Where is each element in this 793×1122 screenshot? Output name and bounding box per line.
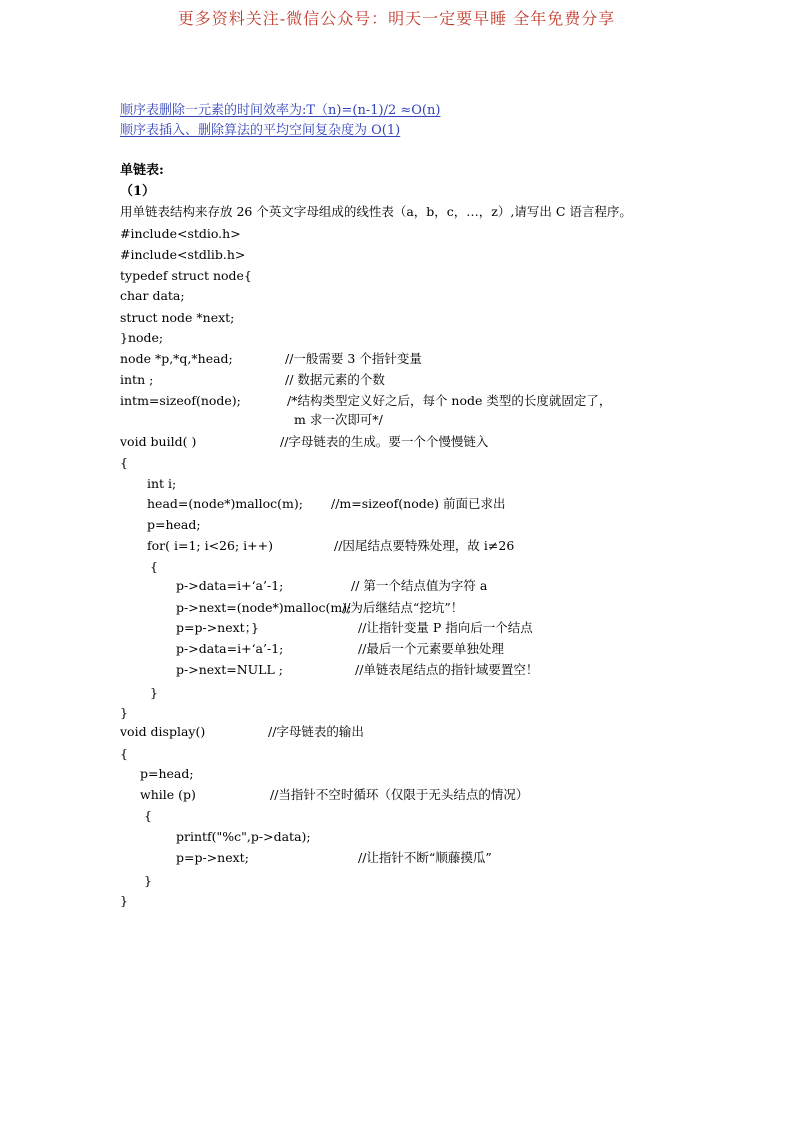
code-comment: //字母链表的输出 xyxy=(268,724,364,739)
link-space-complexity[interactable]: 顺序表插入、删除算法的平均空间复杂度为 O(1) xyxy=(120,123,401,138)
code-line: p->next=NULL ; //单链表尾结点的指针域要置空！ xyxy=(176,662,539,677)
header-banner: 更多资料关注-微信公众号：明天一定要早睡 全年免费分享 xyxy=(177,9,616,28)
code-line: while (p) //当指针不空时循环（仅限于无头结点的情况） xyxy=(140,787,529,802)
code-comment: //当指针不空时循环（仅限于无头结点的情况） xyxy=(270,787,529,802)
section-title: 单链表: xyxy=(120,163,164,178)
code-line: head=(node*)malloc(m); //m=sizeof(node) 前面已求出 xyxy=(147,496,506,511)
link-delete-time[interactable]: 顺序表删除一元素的时间效率为:T（n)=(n-1)/2 ≈O(n) xyxy=(120,103,441,118)
code-line: } xyxy=(150,685,158,700)
code-line: p->data=i+‘a’-1; // 第一个结点值为字符 a xyxy=(176,578,488,593)
code-comment: //最后一个元素要单独处理 xyxy=(358,641,504,656)
code-comment: //m=sizeof(node) 前面已求出 xyxy=(331,496,506,511)
code-line: typedef struct node{ xyxy=(120,268,252,283)
code-line: }node; xyxy=(120,330,164,345)
code-line: void build( ) //字母链表的生成。要一个个慢慢链入 xyxy=(120,434,489,449)
code-line: { xyxy=(120,746,128,761)
code-line: int i; xyxy=(147,476,177,491)
code-line: { xyxy=(150,559,158,574)
item-number: （1） xyxy=(120,184,156,199)
code-line: #include<stdlib.h> xyxy=(120,247,246,262)
complexity-links xyxy=(120,101,440,141)
code-line: { xyxy=(144,808,152,823)
code-line: #include<stdio.h> xyxy=(120,226,241,241)
code-comment: //因尾结点要特殊处理，故 i≠26 xyxy=(334,538,515,553)
code-comment: //让指针变量 P 指向后一个结点 xyxy=(358,620,533,635)
code-line: } xyxy=(144,873,152,888)
code-comment: /*结构类型定义好之后，每个 node 类型的长度就固定了， xyxy=(287,393,612,408)
code-line: void display() //字母链表的输出 xyxy=(120,724,364,739)
code-line: } xyxy=(120,705,128,720)
code-comment: //让指针不断“顺藤摸瓜” xyxy=(358,850,492,865)
code-line: p->next=(node*)malloc(m); //为后继结点“挖坑”！ xyxy=(176,600,464,615)
code-line: struct node *next; xyxy=(120,310,235,325)
code-comment: // 第一个结点值为字符 a xyxy=(351,578,488,593)
code-line: } xyxy=(120,893,128,908)
code-comment: //单链表尾结点的指针域要置空！ xyxy=(355,662,539,677)
code-line: node *p,*q,*head; //一般需要 3 个指针变量 xyxy=(120,351,422,366)
code-line: printf("%c",p->data); xyxy=(176,829,311,844)
code-line: { xyxy=(120,455,128,470)
code-line: for( i=1; i<26; i++) //因尾结点要特殊处理，故 i≠26 xyxy=(147,538,515,553)
question-text: 用单链表结构来存放 26 个英文字母组成的线性表（a，b，c，…，z）,请写出 C 语言程序。 xyxy=(120,204,632,219)
code-line: p=head; xyxy=(147,517,201,532)
code-comment: //一般需要 3 个指针变量 xyxy=(285,351,422,366)
code-line: p=head; xyxy=(140,766,194,781)
code-line: p=p->next; //让指针不断“顺藤摸瓜” xyxy=(176,850,492,865)
code-comment: //为后继结点“挖坑”！ xyxy=(342,600,464,615)
code-line: p=p->next；} //让指针变量 P 指向后一个结点 xyxy=(176,620,533,635)
code-line: intn ; // 数据元素的个数 xyxy=(120,372,385,387)
code-line: p->data=i+‘a’-1; //最后一个元素要单独处理 xyxy=(176,641,504,656)
code-comment: m 求一次即可*/ xyxy=(294,412,383,427)
code-line: char data; xyxy=(120,288,185,303)
code-comment: // 数据元素的个数 xyxy=(285,372,385,387)
code-line: intm=sizeof(node); /*结构类型定义好之后，每个 node 类型的长度就固定了， xyxy=(120,393,612,408)
code-comment: //字母链表的生成。要一个个慢慢链入 xyxy=(280,434,489,449)
